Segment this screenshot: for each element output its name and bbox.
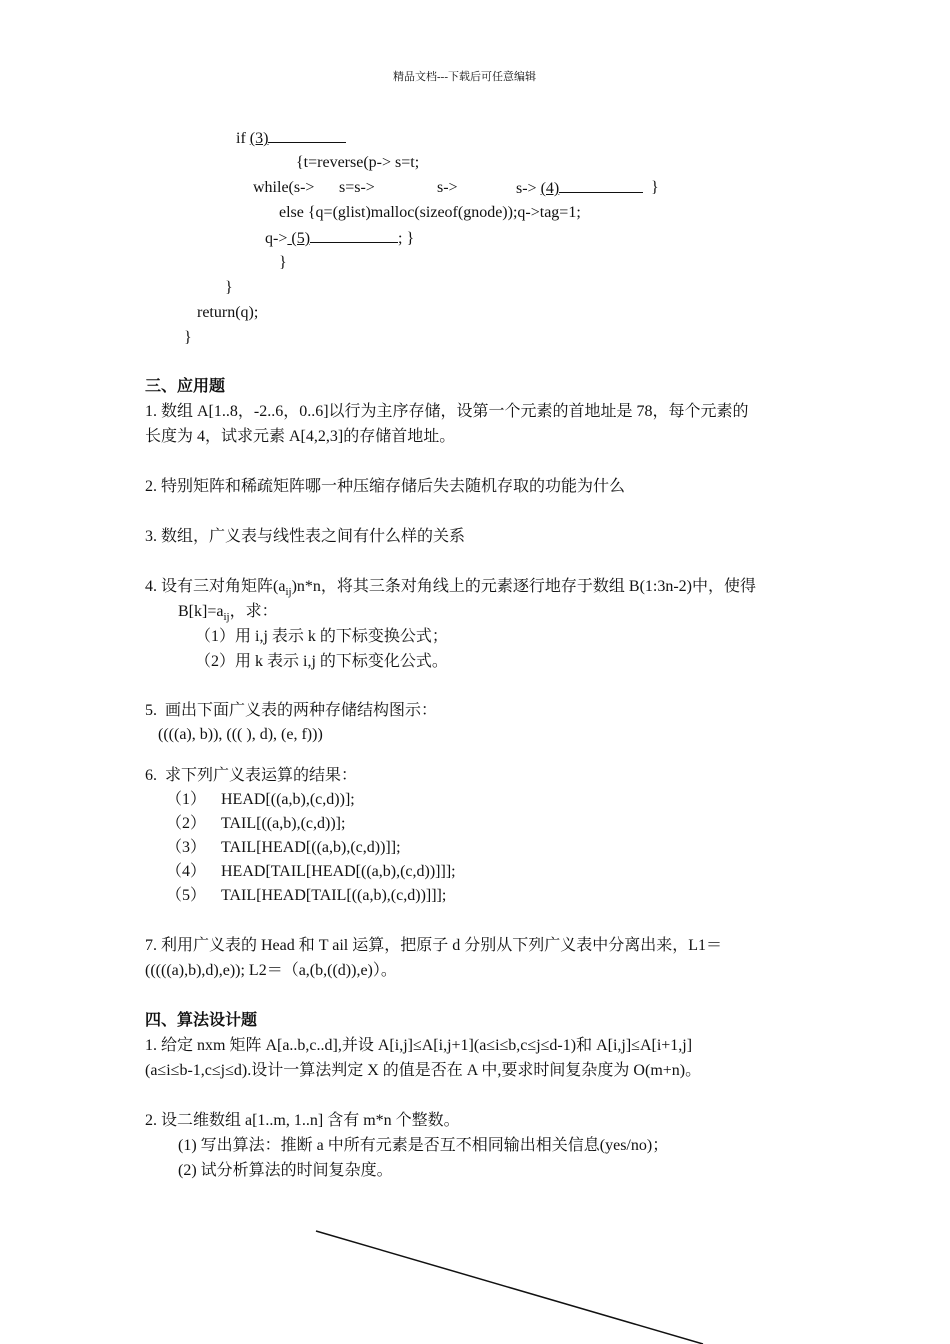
sec3-q6-item-num: （2）: [166, 815, 207, 832]
sec4-q1-line-1: 1. 给定 nxm 矩阵 A[a..b,c..d],并设 A[i,j]≤A[i,j+1](a≤i≤b,c≤j≤d-1)和 A[i,j]≤A[i+1,j]: [145, 1037, 693, 1054]
sec4-q1-line-2: (a≤i≤b-1,c≤j≤d).设计一算法判定 X 的值是否在 A 中,要求时间复杂度为 O(m+n)。: [145, 1062, 702, 1079]
code-q-line: q-> (5) ; }: [265, 230, 415, 247]
sec4-q2-sub-2: (2) 试分析算法的时间复杂度。: [178, 1162, 393, 1179]
sec3-q6-item-text: TAIL[((a,b),(c,d))];: [221, 815, 346, 832]
sec3-q4-line-2: $B[k]=a_{ij}$，求：: [178, 603, 278, 624]
sec3-q6-item-num: （5）: [166, 887, 207, 904]
sec4-q2-line-1: 2. 设二维数组 a[1..m, 1..n] 含有 m*n 个整数。: [145, 1112, 460, 1129]
code-while-part-1: while(s->: [253, 179, 315, 196]
sec3-q4-sub-2: （2）用 k 表示 i,j 的下标变化公式。: [195, 653, 448, 670]
sec3-q4-sub-1: （1）用 i,j 表示 k 的下标变换公式；: [195, 628, 448, 645]
blank-4: (4): [541, 180, 644, 197]
sec3-q2: 2. 特别矩阵和稀疏矩阵哪一种压缩存储后失去随机存取的功能为什么: [145, 478, 626, 495]
sec3-q7-line-1: 7. 利用广义表的 Head 和 T ail 运算，把原子 d 分别从下列广义表中分离出来，L1＝: [145, 937, 723, 954]
sec3-q7-line-2: (((((a),b),d),e)); L2＝（a,(b,((d)),e)）。: [145, 962, 397, 979]
code-else-line: else {q=(glist)malloc(sizeof(gnode));q->tag=1;: [279, 204, 581, 221]
sec4-q2-sub-1: (1) 写出算法：推断 a 中所有元素是否互不相同输出相关信息(yes/no)；: [178, 1137, 669, 1154]
code-brace-2: }: [225, 279, 233, 296]
sec3-q6-item-text: TAIL[HEAD[((a,b),(c,d))]];: [221, 839, 401, 856]
blank-3: (3): [250, 130, 347, 147]
page-header: 精品文档---下载后可任意编辑: [393, 71, 536, 83]
sec3-q5-line-2: ((((a), b)), ((( ), d), (e, f))): [158, 726, 323, 743]
sec3-q6-item-text: HEAD[TAIL[HEAD[((a,b),(c,d))]]];: [221, 863, 456, 880]
code-brace-1: }: [279, 254, 287, 271]
code-if-line: if (3): [236, 128, 346, 149]
section-3-title: 三、应用题: [145, 378, 226, 395]
code-reverse-line: {t=reverse(p-> s=t;: [296, 154, 420, 171]
sec3-q5-line-1: 5. 画出下面广义表的两种存储结构图示：: [145, 702, 438, 719]
code-return-line: return(q);: [197, 304, 259, 321]
code-while-part-3: s->: [437, 179, 458, 196]
sec3-q4-line-1: 4. 设有三对角矩阵$(a_{ij})n*n$，将其三条对角线上的元素逐行地存于数组 B(1:3n-2)中，使得: [145, 578, 756, 599]
code-while-part-2: s=s->: [339, 179, 375, 196]
sec3-q3: 3. 数组，广义表与线性表之间有什么样的关系: [145, 528, 466, 545]
sec3-q6-item-text: HEAD[((a,b),(c,d))];: [221, 791, 355, 808]
code-brace-3: }: [184, 329, 192, 346]
code-while-close: }: [651, 179, 659, 196]
sec3-q6-item-text: TAIL[HEAD[TAIL[((a,b),(c,d))]]];: [221, 887, 447, 904]
blank-5: (5): [287, 230, 398, 247]
code-while-part-4: s-> (4): [516, 178, 643, 199]
sec3-q1-line-1: 1. 数组 A[1..8，-2..6，0..6]以行为主序存储，设第一个元素的首地址是 78，每个元素的: [145, 403, 749, 420]
sec3-q6-item-num: （3）: [166, 839, 207, 856]
sec3-q6-line-1: 6. 求下列广义表运算的结果：: [145, 767, 358, 784]
sec3-q6-item-num: （4）: [166, 863, 207, 880]
section-4-title: 四、算法设计题: [145, 1012, 258, 1029]
sec3-q6-item-num: （1）: [166, 791, 207, 808]
sec3-q1-line-2: 长度为 4，试求元素 A[4,2,3]的存储首地址。: [145, 428, 456, 445]
